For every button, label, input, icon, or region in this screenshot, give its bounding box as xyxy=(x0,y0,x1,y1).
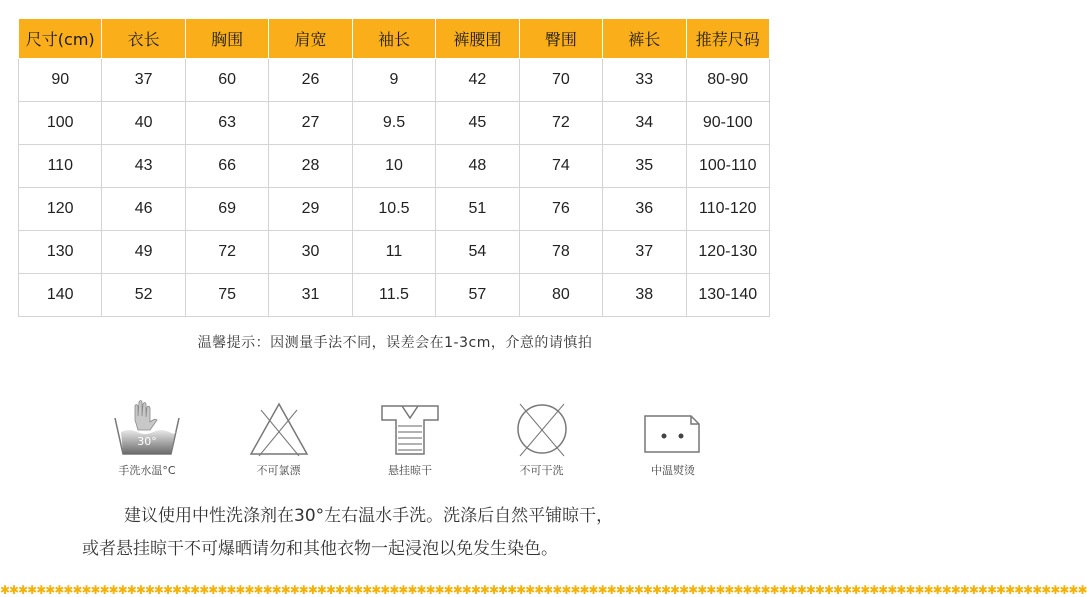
table-cell: 26 xyxy=(269,59,352,102)
table-cell: 29 xyxy=(269,188,352,231)
table-row xyxy=(19,59,770,102)
header-shoulder: 肩宽 xyxy=(269,19,352,59)
measurement-tip: 温馨提示：因测量手法不同，误差会在1-3cm，介意的请慎拍 xyxy=(197,335,593,351)
no-bleach-icon xyxy=(239,398,319,460)
table-cell: 100-110 xyxy=(686,145,770,188)
header-chest: 胸围 xyxy=(185,19,268,59)
no-dry-clean-icon xyxy=(502,398,582,460)
table-cell: 9.5 xyxy=(352,102,435,145)
table-cell: 66 xyxy=(185,145,268,188)
table-cell: 100 xyxy=(19,102,102,145)
table-cell: 76 xyxy=(519,188,602,231)
header-sleeve: 袖长 xyxy=(352,19,435,59)
header-waist: 裤腰围 xyxy=(436,19,519,59)
table-cell: 110-120 xyxy=(686,188,770,231)
header-recommended: 推荐尺码 xyxy=(686,19,770,59)
table-cell: 69 xyxy=(185,188,268,231)
table-cell: 74 xyxy=(519,145,602,188)
hand-wash-icon xyxy=(107,398,187,460)
care-label-iron: 中温熨烫 xyxy=(651,464,695,477)
care-item-hand-wash xyxy=(95,398,199,480)
table-cell: 120 xyxy=(19,188,102,231)
table-cell: 35 xyxy=(603,145,686,188)
table-header-row xyxy=(19,19,770,59)
care-item-hang-dry xyxy=(358,398,462,480)
care-item-no-dry-clean xyxy=(490,398,594,480)
table-cell: 63 xyxy=(185,102,268,145)
table-cell: 78 xyxy=(519,231,602,274)
table-cell: 40 xyxy=(102,102,185,145)
size-chart-table xyxy=(18,18,770,317)
table-cell: 72 xyxy=(185,231,268,274)
header-top-length: 衣长 xyxy=(102,19,185,59)
table-cell: 10.5 xyxy=(352,188,435,231)
star-border-decoration: ✱✱✱✱✱✱✱✱✱✱✱✱✱✱✱✱✱✱✱✱✱✱✱✱✱✱✱✱✱✱✱✱✱✱✱✱✱✱✱✱✱✱✱✱✱✱✱✱✱✱✱✱✱✱✱✱✱✱✱✱✱✱✱✱✱✱✱✱✱✱✱✱✱✱✱✱✱✱✱✱✱✱✱✱✱✱✱✱✱✱✱✱✱✱✱✱✱✱✱✱✱✱✱✱✱✱✱✱✱✱✱✱✱✱✱✱✱✱✱✱ xyxy=(0,583,1087,597)
table-cell: 11 xyxy=(352,231,435,274)
table-cell: 48 xyxy=(436,145,519,188)
table-cell: 43 xyxy=(102,145,185,188)
table-cell: 52 xyxy=(102,274,185,317)
table-cell: 37 xyxy=(603,231,686,274)
table-cell: 38 xyxy=(603,274,686,317)
care-label-hang-dry: 悬挂晾干 xyxy=(388,464,432,477)
table-cell: 51 xyxy=(436,188,519,231)
care-instructions xyxy=(95,398,725,480)
table-row xyxy=(19,231,770,274)
table-cell: 9 xyxy=(352,59,435,102)
table-cell: 37 xyxy=(102,59,185,102)
table-cell: 72 xyxy=(519,102,602,145)
table-cell: 27 xyxy=(269,102,352,145)
table-cell: 130-140 xyxy=(686,274,770,317)
table-cell: 110 xyxy=(19,145,102,188)
table-cell: 90 xyxy=(19,59,102,102)
advice-line-2: 或者悬挂晾干不可爆晒请勿和其他衣物一起浸泡以免发生染色。 xyxy=(82,539,558,559)
table-cell: 57 xyxy=(436,274,519,317)
table-cell: 30 xyxy=(269,231,352,274)
table-cell: 28 xyxy=(269,145,352,188)
table-cell: 54 xyxy=(436,231,519,274)
table-row xyxy=(19,274,770,317)
table-cell: 31 xyxy=(269,274,352,317)
table-cell: 49 xyxy=(102,231,185,274)
care-label-hand-wash: 手洗水温°C xyxy=(118,464,176,477)
washing-advice xyxy=(82,500,772,566)
table-cell: 70 xyxy=(519,59,602,102)
table-row xyxy=(19,188,770,231)
table-cell: 11.5 xyxy=(352,274,435,317)
table-cell: 10 xyxy=(352,145,435,188)
care-item-no-bleach xyxy=(227,398,331,480)
care-item-iron xyxy=(621,398,725,480)
table-row xyxy=(19,145,770,188)
table-cell: 60 xyxy=(185,59,268,102)
table-cell: 33 xyxy=(603,59,686,102)
hang-dry-icon xyxy=(370,398,450,460)
advice-line-1: 建议使用中性洗涤剂在30°左右温水手洗。洗涤后自然平铺晾干， xyxy=(124,506,614,526)
table-cell: 140 xyxy=(19,274,102,317)
table-cell: 80-90 xyxy=(686,59,770,102)
header-hip: 臀围 xyxy=(519,19,602,59)
table-cell: 46 xyxy=(102,188,185,231)
care-label-no-dry-clean: 不可干洗 xyxy=(519,464,564,477)
care-label-no-bleach: 不可氯漂 xyxy=(256,464,301,477)
wash-temp-text: 30° xyxy=(137,435,157,448)
table-cell: 36 xyxy=(603,188,686,231)
table-row xyxy=(19,102,770,145)
header-size: 尺寸(cm) xyxy=(19,19,102,59)
table-cell: 80 xyxy=(519,274,602,317)
iron-medium-icon xyxy=(633,398,713,460)
table-cell: 75 xyxy=(185,274,268,317)
table-cell: 130 xyxy=(19,231,102,274)
table-cell: 42 xyxy=(436,59,519,102)
table-cell: 120-130 xyxy=(686,231,770,274)
table-cell: 45 xyxy=(436,102,519,145)
header-pants-length: 裤长 xyxy=(603,19,686,59)
table-cell: 90-100 xyxy=(686,102,770,145)
table-cell: 34 xyxy=(603,102,686,145)
